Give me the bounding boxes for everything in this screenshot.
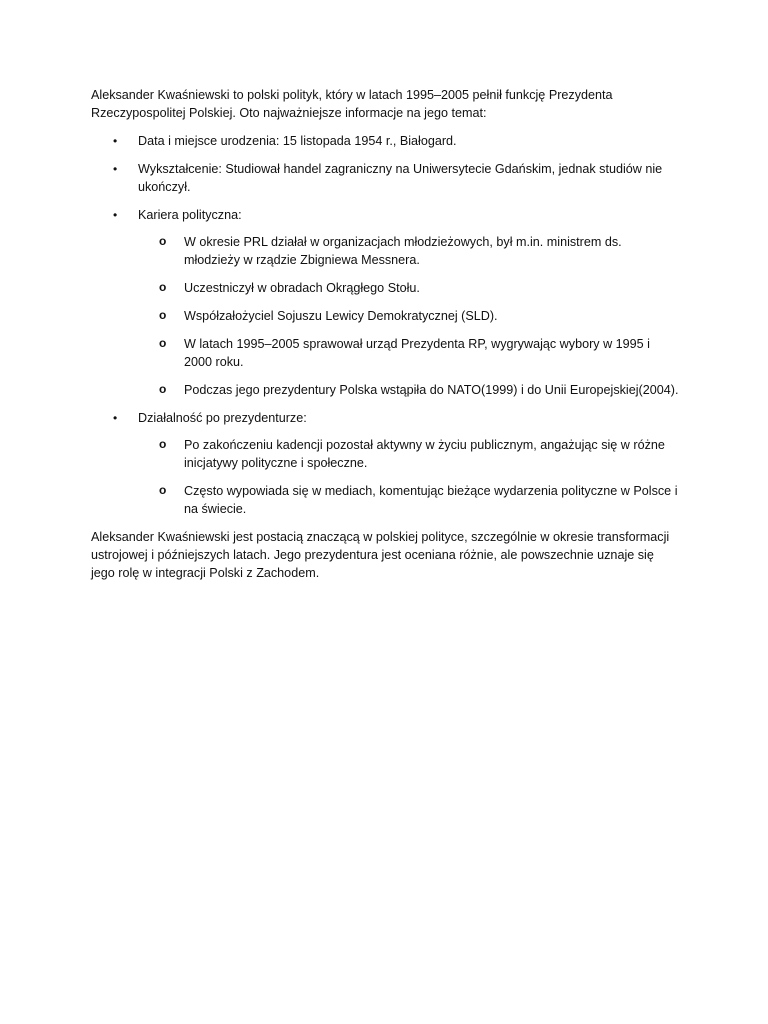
sub-bullet-icon: o [159,483,167,497]
sub-bullet-icon: o [159,308,167,322]
bullet-icon: • [113,162,118,176]
sub-list-item [91,307,681,325]
bullet-icon: • [113,134,118,148]
sub-bullet-icon: o [159,280,167,294]
document-body [91,86,681,582]
list-item-text: Kariera polityczna: [138,208,242,222]
sub-bullet-list [138,233,681,399]
list-item [91,409,681,518]
sub-list-item [91,482,681,518]
sub-list-item-text: W latach 1995–2005 sprawował urząd Prezydenta RP, wygrywając wybory w 1995 i 2000 roku. [184,337,650,369]
sub-list-item [91,233,681,269]
intro-paragraph: Aleksander Kwaśniewski to polski polityk, który w latach 1995–2005 pełnił funkcję Prezydenta Rzeczypospolitej Polskiej. Oto najważniejsze informacje na jego temat: [91,88,613,120]
sub-list-item-text: W okresie PRL działał w organizacjach młodzieżowych, był m.in. ministrem ds. młodzieży w rządzie Zbigniewa Messnera. [184,235,622,267]
sub-bullet-icon: o [159,437,167,451]
sub-list-item [91,335,681,371]
sub-list-item-text: Często wypowiada się w mediach, komentując bieżące wydarzenia polityczne w Polsce i na świecie. [184,484,678,516]
list-item-text: Data i miejsce urodzenia: 15 listopada 1954 r., Białogard. [138,134,457,148]
sub-bullet-icon: o [159,336,167,350]
sub-list-item [91,436,681,472]
sub-bullet-list [138,436,681,518]
sub-bullet-icon: o [159,234,167,248]
list-item-text: Działalność po prezydenturze: [138,411,307,425]
sub-list-item [91,381,681,399]
bullet-icon: • [113,208,118,222]
sub-list-item [91,279,681,297]
sub-list-item-text: Uczestniczył w obradach Okrągłego Stołu. [184,281,420,295]
sub-list-item-text: Współzałożyciel Sojuszu Lewicy Demokratycznej (SLD). [184,309,498,323]
sub-bullet-icon: o [159,382,167,396]
list-item [91,206,681,399]
sub-list-item-text: Po zakończeniu kadencji pozostał aktywny w życiu publicznym, angażując się w różne inicjatywy polityczne i społeczne. [184,438,665,470]
list-item [91,160,681,196]
list-item [91,132,681,150]
list-item-text: Wykształcenie: Studiował handel zagraniczny na Uniwersytecie Gdańskim, jednak studiów nie ukończył. [138,162,663,194]
closing-paragraph: Aleksander Kwaśniewski jest postacią znaczącą w polskiej polityce, szczególnie w okresie transformacji ustrojowej i późniejszych latach. Jego prezydentura jest oceniana różnie, ale powszechnie uznaje się jego rolę w integracji Polski z Zachodem. [91,530,670,580]
main-bullet-list [91,132,681,518]
bullet-icon: • [113,411,118,425]
sub-list-item-text: Podczas jego prezydentury Polska wstąpiła do NATO(1999) i do Unii Europejskiej(2004). [184,383,679,397]
